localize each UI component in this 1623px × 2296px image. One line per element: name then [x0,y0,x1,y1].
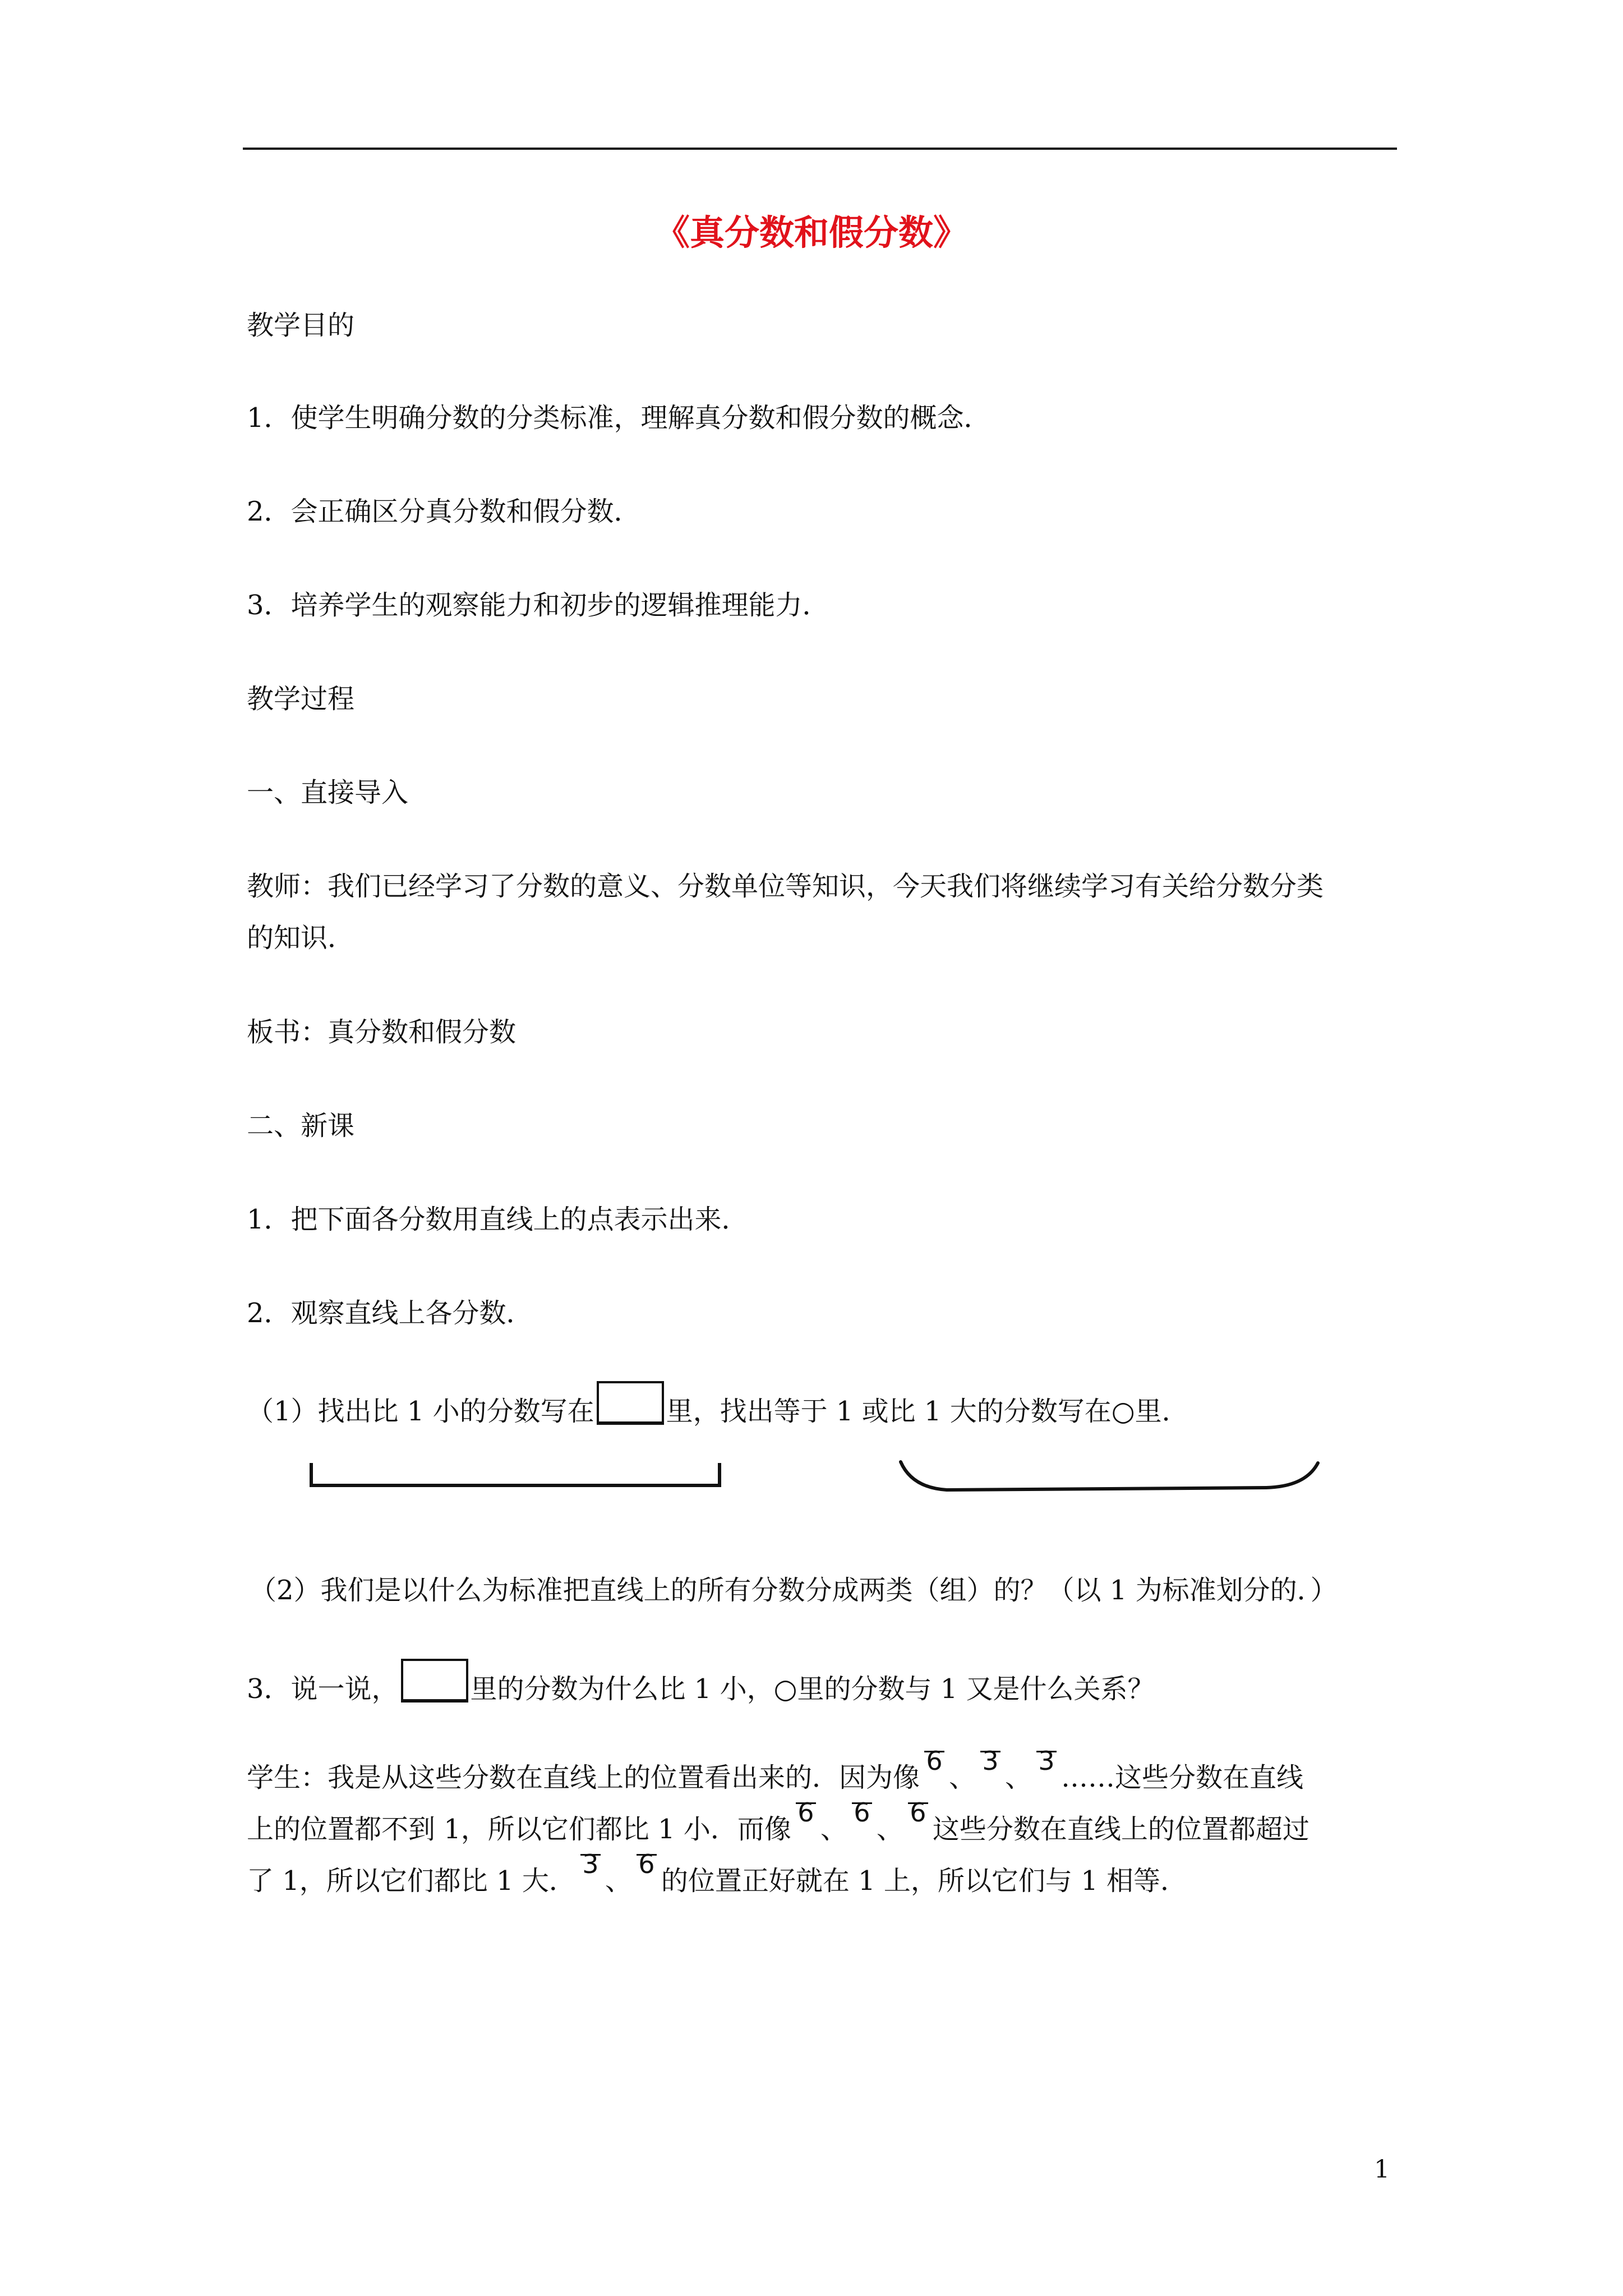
fraction-2 [976,1746,1005,1787]
fraction-denominator: 6 [854,1797,870,1828]
item-3-part-a: 3．说一说， [247,1673,399,1705]
item-3 [247,1659,1155,1714]
item-1: 1．把下面各分数用直线上的点表示出来． [247,1204,749,1235]
objective-3: 3．培养学生的观察能力和初步的逻辑推理能力． [247,590,829,621]
page-number: 1 [1374,2155,1390,2184]
sub-item-2: （2）我们是以什么为标准把直线上的所有分数分成两类（组）的？（以 1 为标准划分的．） [250,1575,1338,1606]
square-bracket-icon [306,1460,726,1493]
sub-item-1-part-a: （1）找出比 1 小的分数写在 [247,1396,594,1427]
objectives-heading: 教学目的 [247,310,355,341]
teacher-line-1: 教师：我们已经学习了分数的意义、分数单位等知识，今天我们将继续学习有关给分数分类 [247,871,1324,902]
part-1-heading: 一、直接导入 [247,777,409,808]
student-line-1 [247,1746,1304,1803]
student-line-3-text: 了 1，所以它们都比 1 大． [247,1865,576,1897]
square-box-icon [401,1659,468,1703]
separator: 、 [605,1865,632,1897]
student-line-2 [247,1797,1310,1855]
student-line-3 [247,1849,1187,1906]
student-line-1-end: ……这些分数在直线 [1061,1762,1304,1793]
separator: 、 [820,1814,847,1845]
fraction-5 [847,1797,877,1838]
objective-2: 2．会正确区分真分数和假分数． [247,496,641,527]
fraction-denominator: 6 [797,1797,814,1828]
fraction-denominator: 6 [638,1849,655,1879]
student-line-2-text: 上的位置都不到 1，所以它们都比 1 小．而像 [247,1814,791,1845]
round-bracket-icon [896,1458,1324,1498]
sub-item-1 [247,1381,1189,1437]
teacher-line-2: 的知识． [247,922,355,954]
fraction-denominator: 6 [910,1797,926,1828]
sub-item-1-part-b: 里，找出等于 1 或比 1 大的分数写在○里． [666,1396,1189,1427]
fraction-1 [920,1746,949,1787]
process-heading: 教学过程 [247,683,355,715]
fraction-6 [903,1797,933,1838]
student-line-3-end: 的位置正好就在 1 上，所以它们与 1 相等． [661,1865,1187,1897]
header-rule [243,148,1397,150]
fraction-3 [1032,1746,1061,1787]
separator: 、 [1005,1762,1032,1793]
page-title: 《真分数和假分数》 [654,212,968,253]
fraction-denominator: 6 [926,1746,943,1776]
fraction-4 [791,1797,820,1838]
student-line-2-end: 这些分数在直线上的位置都超过 [932,1814,1310,1845]
separator: 、 [876,1814,903,1845]
square-box-icon [597,1381,664,1425]
fraction-denominator: 3 [582,1849,599,1879]
objective-1: 1．使学生明确分数的分类标准，理解真分数和假分数的概念． [247,402,991,434]
fraction-denominator: 3 [982,1746,999,1776]
board-writing: 板书：真分数和假分数 [247,1016,517,1048]
item-2: 2．观察直线上各分数． [247,1297,533,1329]
fraction-8 [632,1849,661,1890]
fraction-7 [576,1849,605,1890]
item-3-part-b: 里的分数为什么比 1 小，○里的分数与 1 又是什么关系？ [470,1673,1155,1705]
student-line-1-text: 学生：我是从这些分数在直线上的位置看出来的．因为像 [247,1762,920,1793]
part-2-heading: 二、新课 [247,1110,355,1142]
fraction-denominator: 3 [1038,1746,1055,1776]
separator: 、 [949,1762,976,1793]
